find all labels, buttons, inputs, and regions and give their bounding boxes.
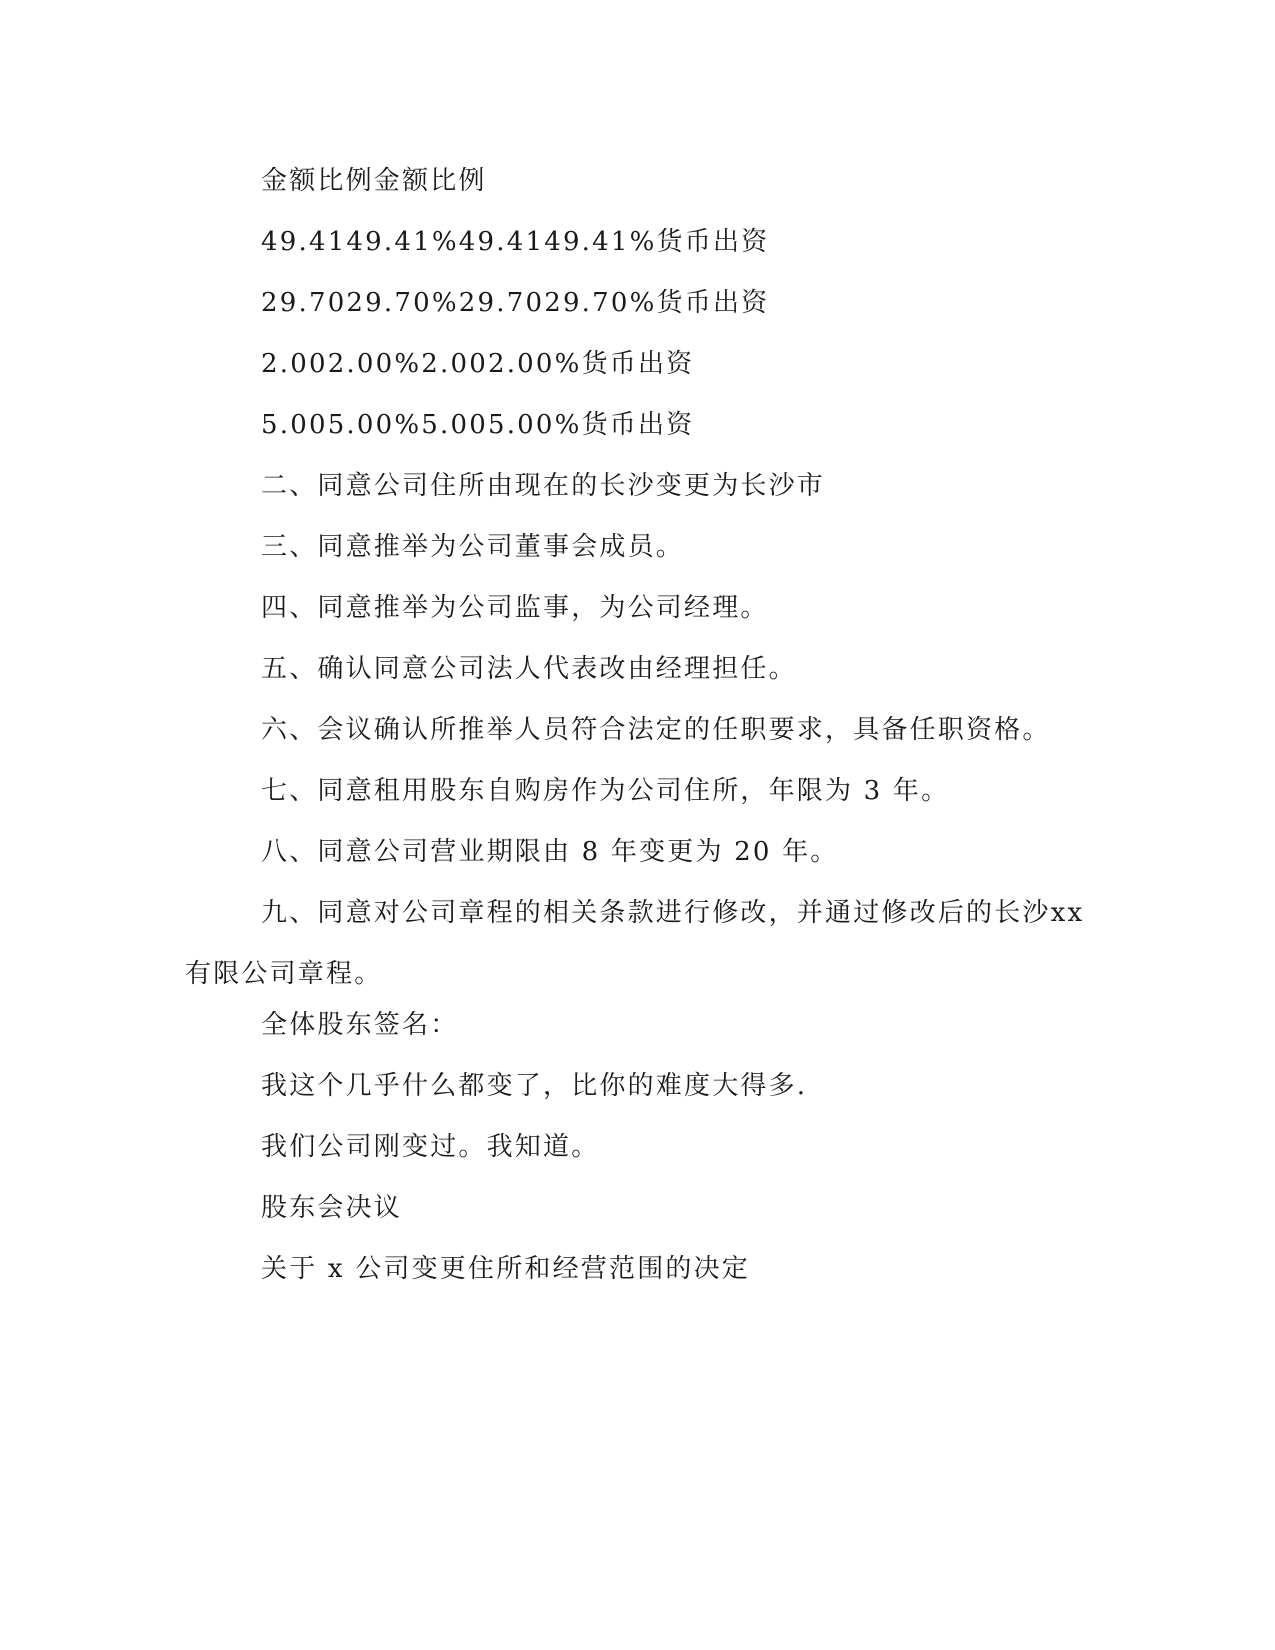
document-body [185,163,1085,1312]
resolution-title: 股东会决议 [261,1193,403,1223]
comment-line-1: 我这个几乎什么都变了，比你的难度大得多. [261,1071,808,1101]
shareholder-row-4: 5.005.00%5.005.00%货币出资 [261,410,695,440]
resolution-item-3: 三、同意推举为公司董事会成员。 [261,532,685,562]
resolution-item-2: 二、同意公司住所由现在的长沙变更为长沙市 [261,471,826,501]
signature-label: 全体股东签名： [261,1010,459,1040]
shareholder-row-3: 2.002.00%2.002.00%货币出资 [261,349,695,379]
shareholder-row-1: 49.4149.41%49.4149.41%货币出资 [261,227,770,257]
resolution-item-4: 四、同意推举为公司监事，为公司经理。 [261,593,769,623]
resolution-item-6: 六、会议确认所推举人员符合法定的任职要求，具备任职资格。 [261,715,1051,745]
comment-line-2: 我们公司刚变过。我知道。 [261,1132,600,1162]
resolution-item-5: 五、确认同意公司法人代表改由经理担任。 [261,654,797,684]
shareholder-row-2: 29.7029.70%29.7029.70%货币出资 [261,288,770,318]
table-header-line: 金额比例金额比例 [261,166,487,196]
resolution-item-9: 九、同意对公司章程的相关条款进行修改，并通过修改后的长沙xx 有限公司章程。 [185,898,1085,989]
resolution-subject: 关于 x 公司变更住所和经营范围的决定 [261,1254,750,1284]
resolution-item-8: 八、同意公司营业期限由 8 年变更为 20 年。 [261,837,839,867]
resolution-item-7: 七、同意租用股东自购房作为公司住所，年限为 3 年。 [261,776,950,806]
